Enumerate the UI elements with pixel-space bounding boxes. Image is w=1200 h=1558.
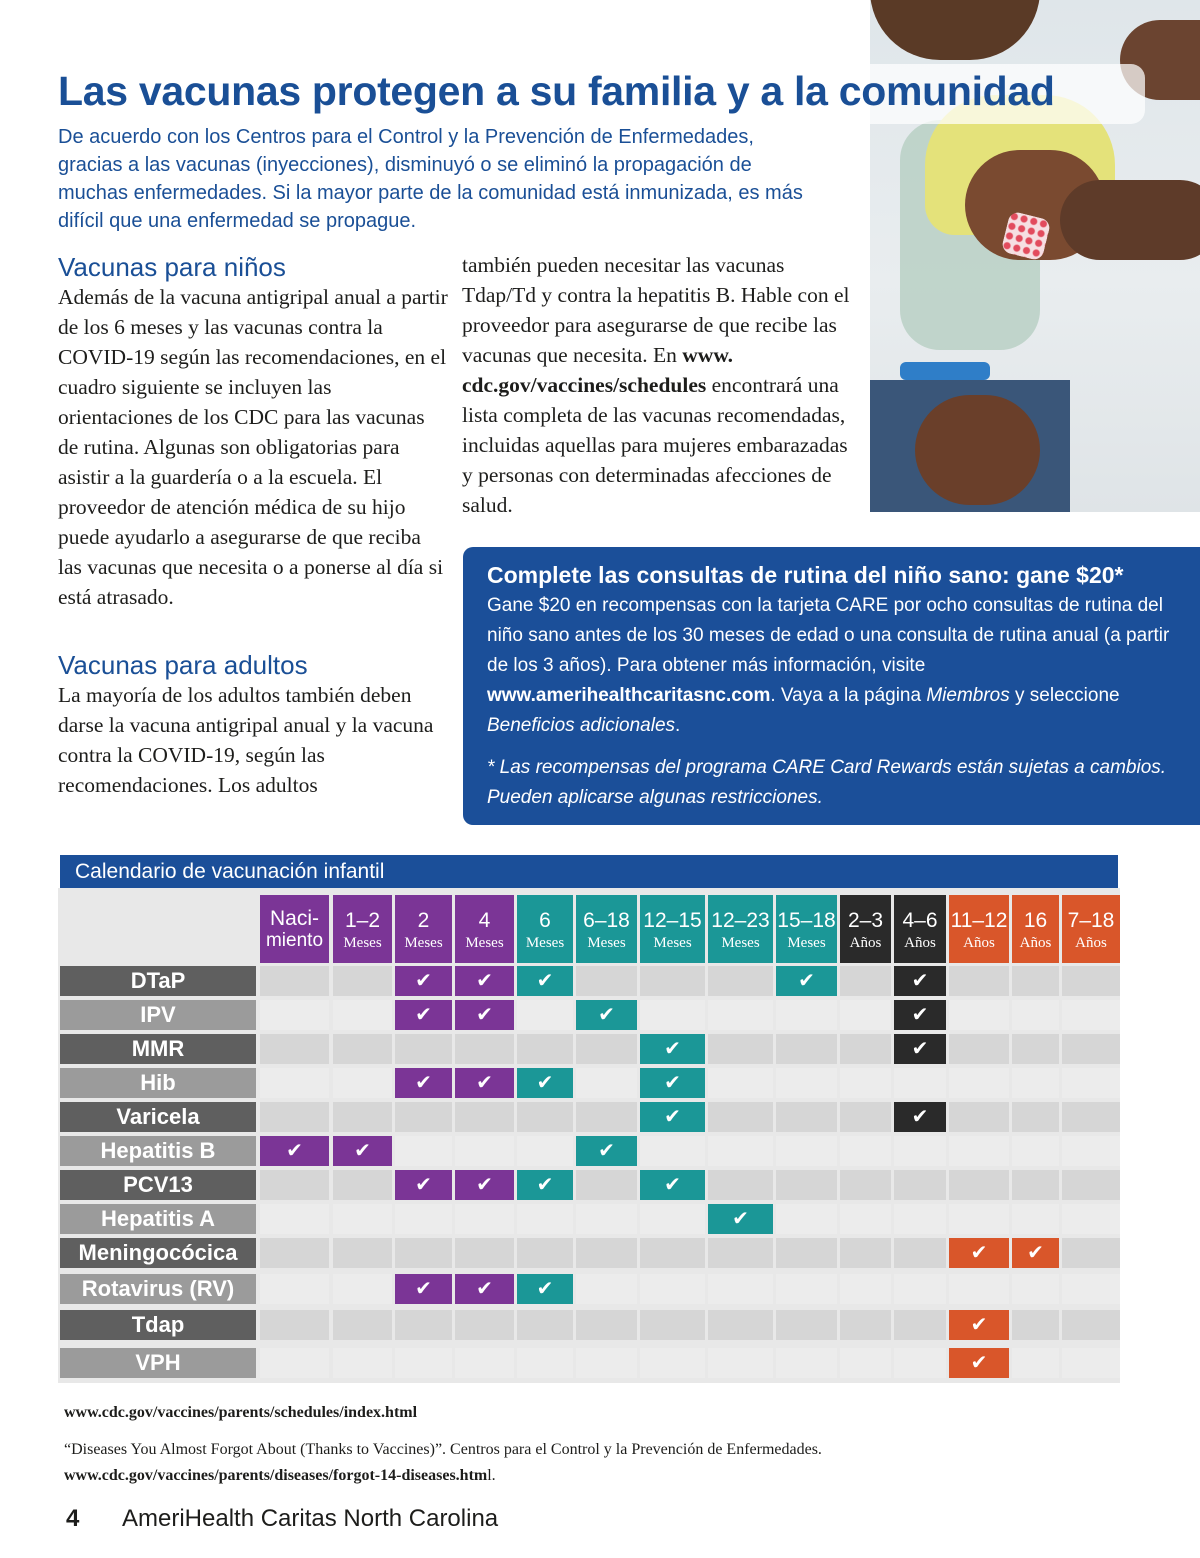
checkmark-icon: ✔ xyxy=(476,1278,493,1300)
schedule-empty-cell xyxy=(517,1034,573,1064)
schedule-check-cell xyxy=(949,1238,1009,1268)
column-header-unit: Años xyxy=(849,935,882,951)
schedule-empty-cell xyxy=(894,1310,946,1340)
schedule-empty-cell xyxy=(840,1034,891,1064)
vaccine-row-label: Tdap xyxy=(60,1310,256,1340)
schedule-empty-cell xyxy=(708,1238,773,1268)
checkmark-icon: ✔ xyxy=(664,1072,681,1094)
schedule-empty-cell xyxy=(1062,1170,1120,1200)
schedule-empty-cell xyxy=(576,1068,637,1098)
column-header-unit: Meses xyxy=(787,935,826,951)
schedule-empty-cell xyxy=(708,1000,773,1030)
schedule-empty-cell xyxy=(1012,1204,1059,1234)
column-header-label: 4 xyxy=(478,909,491,932)
checkmark-icon: ✔ xyxy=(911,1004,929,1026)
checkmark-icon: ✔ xyxy=(286,1140,303,1162)
intro-paragraph: De acuerdo con los Centros para el Control y la Prevención de Enfermedades, gracias a las vacunas (inyecciones), disminuyó o se eliminó la propagación de muchas enfermedades. Si la mayor parte de la comunidad está inmunizada, es más difícil que una enfermedad se propague. xyxy=(58,126,803,232)
schedule-empty-cell xyxy=(333,1102,392,1132)
schedule-check-cell xyxy=(260,1136,329,1166)
schedule-empty-cell xyxy=(333,1068,392,1098)
children-heading: Vacunas para niños xyxy=(58,252,286,282)
cdc-schedules-link[interactable]: www. cdc.gov/vaccines/schedules xyxy=(462,343,734,397)
column-header-label: 4–6 xyxy=(902,909,938,932)
schedule-empty-cell xyxy=(840,1102,891,1132)
schedule-empty-cell xyxy=(894,1274,946,1304)
schedule-empty-cell xyxy=(455,1310,514,1340)
schedule-empty-cell xyxy=(395,1102,452,1132)
schedule-empty-cell xyxy=(894,1136,946,1166)
page-number: 4 xyxy=(66,1505,80,1532)
schedule-column-header xyxy=(1062,895,1120,963)
schedule-empty-cell xyxy=(640,1238,705,1268)
vaccine-row-label: Hepatitis A xyxy=(60,1204,256,1234)
checkmark-icon: ✔ xyxy=(664,1106,681,1128)
checkmark-icon: ✔ xyxy=(911,1106,929,1128)
schedule-empty-cell xyxy=(1012,1136,1059,1166)
schedule-empty-cell xyxy=(1012,1348,1059,1378)
schedule-empty-cell xyxy=(260,1274,329,1304)
checkmark-icon: ✔ xyxy=(598,1004,615,1026)
column-header-unit: Meses xyxy=(721,935,760,951)
schedule-check-cell xyxy=(640,1068,705,1098)
schedule-check-cell xyxy=(395,1274,452,1304)
schedule-empty-cell xyxy=(840,1170,891,1200)
schedule-empty-cell xyxy=(708,1170,773,1200)
checkmark-icon: ✔ xyxy=(798,970,815,992)
column-header-label: 12–15 xyxy=(643,909,702,932)
schedule-empty-cell xyxy=(455,1102,514,1132)
vaccine-row-label: DTaP xyxy=(60,966,256,996)
schedule-check-cell xyxy=(455,1068,514,1098)
column-header-label: 2–3 xyxy=(847,909,884,932)
left-column xyxy=(58,250,448,800)
checkmark-icon: ✔ xyxy=(536,1278,554,1300)
schedule-empty-cell xyxy=(517,1136,573,1166)
schedule-empty-cell xyxy=(455,1034,514,1064)
schedule-empty-cell xyxy=(576,1102,637,1132)
schedule-check-cell xyxy=(640,1034,705,1064)
schedule-empty-cell xyxy=(1062,1068,1120,1098)
schedule-empty-cell xyxy=(949,1102,1009,1132)
checkmark-icon: ✔ xyxy=(598,1140,615,1162)
checkmark-icon: ✔ xyxy=(664,1038,681,1060)
benefits-name: Beneficios adicionales xyxy=(487,715,676,736)
schedule-empty-cell xyxy=(576,1238,637,1268)
schedule-empty-cell xyxy=(395,1034,452,1064)
schedule-check-cell xyxy=(949,1310,1009,1340)
schedule-empty-cell xyxy=(640,1000,705,1030)
vaccine-row-label: Hepatitis B xyxy=(60,1136,256,1166)
schedule-column-header xyxy=(576,895,637,963)
schedule-empty-cell xyxy=(395,1136,452,1166)
column-header-unit: Años xyxy=(904,935,936,951)
schedule-empty-cell xyxy=(395,1310,452,1340)
checkmark-icon: ✔ xyxy=(1027,1242,1044,1264)
schedule-title: Calendario de vacunación infantil xyxy=(60,855,1118,888)
schedule-empty-cell xyxy=(333,1034,392,1064)
schedule-empty-cell xyxy=(949,1136,1009,1166)
column-header-unit: Meses xyxy=(343,935,382,951)
schedule-check-cell xyxy=(395,1068,452,1098)
schedule-check-cell xyxy=(517,1274,573,1304)
schedule-check-cell xyxy=(395,1000,452,1030)
schedule-check-cell xyxy=(949,1348,1009,1378)
checkmark-icon: ✔ xyxy=(476,970,493,992)
schedule-check-cell xyxy=(894,966,946,996)
schedule-empty-cell xyxy=(776,1068,837,1098)
amerihealth-link[interactable]: www.amerihealthcaritasnc.com xyxy=(487,685,771,706)
schedule-empty-cell xyxy=(260,966,329,996)
schedule-empty-cell xyxy=(395,1348,452,1378)
schedule-empty-cell xyxy=(1012,1274,1059,1304)
schedule-empty-cell xyxy=(333,1238,392,1268)
schedule-check-cell xyxy=(1012,1238,1059,1268)
column-header-label: 6–18 xyxy=(583,909,630,932)
schedule-empty-cell xyxy=(894,1238,946,1268)
checkmark-icon: ✔ xyxy=(970,1352,988,1374)
schedule-check-cell xyxy=(640,1102,705,1132)
callout-title: Complete las consultas de rutina del niño sano: gane $20* xyxy=(487,562,1124,588)
schedule-check-cell xyxy=(455,966,514,996)
schedule-empty-cell xyxy=(333,1204,392,1234)
schedule-empty-cell xyxy=(949,966,1009,996)
schedule-empty-cell xyxy=(260,1348,329,1378)
schedule-empty-cell xyxy=(1012,1102,1059,1132)
checkmark-icon: ✔ xyxy=(536,970,554,992)
schedule-empty-cell xyxy=(776,1000,837,1030)
schedule-empty-cell xyxy=(640,1204,705,1234)
schedule-check-cell xyxy=(455,1000,514,1030)
adults-heading: Vacunas para adultos xyxy=(58,650,308,680)
vaccine-row-label: Varicela xyxy=(60,1102,256,1132)
schedule-empty-cell xyxy=(949,1000,1009,1030)
schedule-check-cell xyxy=(455,1274,514,1304)
schedule-empty-cell xyxy=(776,1274,837,1304)
schedule-empty-cell xyxy=(333,1170,392,1200)
column-header-unit: Meses xyxy=(525,935,565,951)
schedule-empty-cell xyxy=(260,1000,329,1030)
schedule-check-cell xyxy=(576,1000,637,1030)
checkmark-icon: ✔ xyxy=(732,1208,749,1230)
page-title: Las vacunas protegen a su familia y a la comunidad xyxy=(58,68,1055,114)
schedule-empty-cell xyxy=(949,1034,1009,1064)
schedule-check-cell xyxy=(455,1170,514,1200)
right-column xyxy=(462,250,862,520)
reference-diseases-end: l. xyxy=(487,1467,496,1484)
schedule-empty-cell xyxy=(260,1238,329,1268)
schedule-empty-cell xyxy=(260,1034,329,1064)
schedule-column-header xyxy=(894,895,946,963)
vaccine-row-label: Rotavirus (RV) xyxy=(60,1274,256,1304)
checkmark-icon: ✔ xyxy=(415,970,432,992)
schedule-column-header xyxy=(333,895,392,963)
schedule-empty-cell xyxy=(455,1348,514,1378)
schedule-empty-cell xyxy=(776,1102,837,1132)
footer-organization: AmeriHealth Caritas North Carolina xyxy=(122,1505,499,1532)
schedule-empty-cell xyxy=(260,1170,329,1200)
schedule-empty-cell xyxy=(517,1204,573,1234)
schedule-column-header xyxy=(517,895,573,963)
schedule-empty-cell xyxy=(894,1068,946,1098)
checkmark-icon: ✔ xyxy=(415,1174,432,1196)
schedule-empty-cell xyxy=(517,1000,573,1030)
schedule-empty-cell xyxy=(640,1136,705,1166)
schedule-empty-cell xyxy=(840,1238,891,1268)
schedule-check-cell xyxy=(576,1136,637,1166)
schedule-empty-cell xyxy=(840,1204,891,1234)
vaccine-row-label: PCV13 xyxy=(60,1170,256,1200)
schedule-empty-cell xyxy=(776,1310,837,1340)
vaccine-row-label: MMR xyxy=(60,1034,256,1064)
column-header-unit: Meses xyxy=(404,935,443,951)
column-header-unit: miento xyxy=(265,930,324,951)
members-page-name: Miembros xyxy=(926,685,1010,706)
schedule-check-cell xyxy=(333,1136,392,1166)
vaccine-row-label: Meningocócica xyxy=(60,1238,256,1268)
schedule-empty-cell xyxy=(1062,1204,1120,1234)
adults-body-start: La mayoría de los adultos también deben darse la vacuna antigripal anual y la vacuna contra la COVID-19, según las recomendaciones. Los adultos xyxy=(58,683,434,797)
schedule-empty-cell xyxy=(776,1034,837,1064)
schedule-empty-cell xyxy=(640,1310,705,1340)
callout-body-start: Gane $20 en recompensas con la tarjeta CARE por ocho consultas de rutina del niño sano antes de los 30 meses de edad o una consulta de rutina anual (a partir de los 3 años). Para obtener más información, visite xyxy=(487,595,1170,676)
schedule-empty-cell xyxy=(708,966,773,996)
column-header-label: 6 xyxy=(539,909,551,932)
checkmark-icon: ✔ xyxy=(476,1004,493,1026)
schedule-empty-cell xyxy=(517,1238,573,1268)
schedule-empty-cell xyxy=(1012,1310,1059,1340)
schedule-empty-cell xyxy=(949,1068,1009,1098)
schedule-empty-cell xyxy=(1062,1102,1120,1132)
checkmark-icon: ✔ xyxy=(911,1038,929,1060)
reference-diseases-text: “Diseases You Almost Forgot About (Thanks to Vaccines)”. Centros para el Control y la Prevención de Enfermedades. xyxy=(64,1441,822,1458)
checkmark-icon: ✔ xyxy=(536,1174,554,1196)
schedule-empty-cell xyxy=(708,1102,773,1132)
schedule-empty-cell xyxy=(708,1348,773,1378)
column-header-unit: Meses xyxy=(587,935,626,951)
vaccine-row-label: Hib xyxy=(60,1068,256,1098)
schedule-empty-cell xyxy=(517,1310,573,1340)
adults-body-end: encontrará una lista completa de las vacunas recomendadas, incluidas aquellas para mujeres embarazadas y personas con determinadas afecciones de salud. xyxy=(462,373,848,517)
column-header-label: 15–18 xyxy=(777,909,836,932)
schedule-empty-cell xyxy=(949,1274,1009,1304)
schedule-empty-cell xyxy=(576,1274,637,1304)
schedule-empty-cell xyxy=(640,1348,705,1378)
checkmark-icon: ✔ xyxy=(476,1174,493,1196)
schedule-empty-cell xyxy=(708,1136,773,1166)
schedule-empty-cell xyxy=(840,1000,891,1030)
checkmark-icon: ✔ xyxy=(415,1278,432,1300)
checkmark-icon: ✔ xyxy=(476,1072,493,1094)
column-header-label: Naci- xyxy=(269,907,319,930)
schedule-empty-cell xyxy=(1012,1034,1059,1064)
reference-diseases xyxy=(64,1437,824,1489)
column-header-label: 16 xyxy=(1023,909,1048,932)
schedule-empty-cell xyxy=(949,1204,1009,1234)
schedule-check-cell xyxy=(517,1170,573,1200)
schedule-empty-cell xyxy=(395,1204,452,1234)
schedule-column-header xyxy=(949,895,1009,963)
schedule-check-cell xyxy=(776,966,837,996)
schedule-empty-cell xyxy=(840,1068,891,1098)
checkmark-icon: ✔ xyxy=(415,1004,432,1026)
schedule-column-header xyxy=(395,895,452,963)
schedule-empty-cell xyxy=(517,1102,573,1132)
checkmark-icon: ✔ xyxy=(415,1072,432,1094)
checkmark-icon: ✔ xyxy=(970,1314,988,1336)
schedule-empty-cell xyxy=(840,1348,891,1378)
schedule-empty-cell xyxy=(455,1136,514,1166)
callout-body xyxy=(487,591,1180,741)
vaccine-row-label: VPH xyxy=(60,1348,256,1378)
schedule-empty-cell xyxy=(840,966,891,996)
schedule-empty-cell xyxy=(776,1204,837,1234)
schedule-empty-cell xyxy=(776,1348,837,1378)
schedule-empty-cell xyxy=(949,1170,1009,1200)
schedule-empty-cell xyxy=(395,1238,452,1268)
schedule-empty-cell xyxy=(333,966,392,996)
schedule-empty-cell xyxy=(840,1310,891,1340)
column-header-unit: Años xyxy=(963,935,995,951)
reference-diseases-link[interactable]: www.cdc.gov/vaccines/parents/diseases/forgot-14-diseases.htm xyxy=(64,1467,488,1484)
vaccine-row-label: IPV xyxy=(60,1000,256,1030)
schedule-empty-cell xyxy=(576,1348,637,1378)
schedule-empty-cell xyxy=(840,1136,891,1166)
schedule-column-header xyxy=(708,895,773,963)
schedule-empty-cell xyxy=(260,1310,329,1340)
column-header-label: 11–12 xyxy=(950,909,1008,932)
column-header-label: 7–18 xyxy=(1067,909,1115,932)
reference-schedules[interactable]: www.cdc.gov/vaccines/parents/schedules/index.html xyxy=(64,1404,418,1421)
schedule-empty-cell xyxy=(894,1170,946,1200)
checkmark-icon: ✔ xyxy=(664,1174,681,1196)
schedule-empty-cell xyxy=(455,1204,514,1234)
checkmark-icon: ✔ xyxy=(970,1242,988,1264)
schedule-column-header xyxy=(776,895,837,963)
schedule-empty-cell xyxy=(840,1274,891,1304)
rewards-callout xyxy=(463,547,1200,825)
schedule-empty-cell xyxy=(576,1204,637,1234)
schedule-empty-cell xyxy=(1012,1170,1059,1200)
checkmark-icon: ✔ xyxy=(354,1140,371,1162)
column-header-label: 2 xyxy=(417,909,430,932)
schedule-empty-cell xyxy=(1062,1310,1120,1340)
schedule-empty-cell xyxy=(708,1034,773,1064)
callout-body-mid: . Vaya a la página xyxy=(770,685,922,706)
schedule-empty-cell xyxy=(776,1136,837,1166)
schedule-empty-cell xyxy=(1062,1238,1120,1268)
schedule-check-cell xyxy=(517,966,573,996)
schedule-empty-cell xyxy=(894,1204,946,1234)
callout-body-end: . xyxy=(675,715,681,736)
schedule-empty-cell xyxy=(1012,1000,1059,1030)
schedule-check-cell xyxy=(708,1204,773,1234)
schedule-empty-cell xyxy=(333,1310,392,1340)
column-header-unit: Años xyxy=(1019,935,1052,951)
schedule-check-cell xyxy=(894,1000,946,1030)
schedule-empty-cell xyxy=(576,1034,637,1064)
schedule-column-header xyxy=(455,895,514,963)
children-body: Además de la vacuna antigripal anual a partir de los 6 meses y las vacunas contra la COVID-19 según las recomendaciones, en el cuadro siguiente se incluyen las orientaciones de los CDC para las vacunas de rutina. Algunas son obligatorias para asistir a la guardería o a la escuela. El proveedor de atención médica de su hijo puede ayudarlo a asegurarse de que reciba las vacunas que necesita o a ponerse al día si está atrasado. xyxy=(58,285,448,609)
schedule-empty-cell xyxy=(640,1274,705,1304)
schedule-empty-cell xyxy=(333,1348,392,1378)
schedule-check-cell xyxy=(894,1034,946,1064)
column-header-unit: Años xyxy=(1075,935,1107,951)
schedule-empty-cell xyxy=(1062,1348,1120,1378)
column-header-label: 12–23 xyxy=(711,909,770,932)
schedule-empty-cell xyxy=(708,1068,773,1098)
schedule-empty-cell xyxy=(1062,966,1120,996)
checkmark-icon: ✔ xyxy=(911,970,929,992)
schedule-empty-cell xyxy=(894,1348,946,1378)
schedule-check-cell xyxy=(395,966,452,996)
schedule-check-cell xyxy=(395,1170,452,1200)
callout-note: * Las recompensas del programa CARE Card Rewards están sujetas a cambios. Pueden aplicarse algunas restricciones. xyxy=(487,757,1167,808)
schedule-empty-cell xyxy=(1012,966,1059,996)
schedule-empty-cell xyxy=(576,1170,637,1200)
schedule-empty-cell xyxy=(1062,1136,1120,1166)
schedule-column-header xyxy=(840,895,891,963)
schedule-empty-cell xyxy=(1062,1034,1120,1064)
schedule-empty-cell xyxy=(640,966,705,996)
schedule-check-cell xyxy=(640,1170,705,1200)
schedule-empty-cell xyxy=(776,1170,837,1200)
schedule-empty-cell xyxy=(260,1102,329,1132)
callout-body-mid2: y seleccione xyxy=(1015,685,1120,706)
schedule-empty-cell xyxy=(260,1068,329,1098)
checkmark-icon: ✔ xyxy=(536,1072,554,1094)
column-header-unit: Meses xyxy=(465,935,504,951)
schedule-empty-cell xyxy=(333,1000,392,1030)
column-header-unit: Meses xyxy=(653,935,692,951)
schedule-empty-cell xyxy=(776,1238,837,1268)
adults-body-continue: también pueden necesitar las vacunas Tdap/Td y contra la hepatitis B. Hable con el proveedor para asegurarse de que recibe las vacunas que necesita. En xyxy=(462,253,850,367)
schedule-column-header xyxy=(1012,895,1059,963)
schedule-column-header xyxy=(260,895,329,963)
schedule-empty-cell xyxy=(708,1274,773,1304)
schedule-empty-cell xyxy=(455,1238,514,1268)
schedule-empty-cell xyxy=(708,1310,773,1340)
schedule-column-header xyxy=(640,895,705,963)
column-header-label: 1–2 xyxy=(344,909,381,932)
schedule-check-cell xyxy=(894,1102,946,1132)
schedule-empty-cell xyxy=(1062,1000,1120,1030)
schedule-empty-cell xyxy=(517,1348,573,1378)
schedule-empty-cell xyxy=(333,1274,392,1304)
schedule-check-cell xyxy=(517,1068,573,1098)
schedule-empty-cell xyxy=(576,1310,637,1340)
schedule-empty-cell xyxy=(1062,1274,1120,1304)
schedule-empty-cell xyxy=(1012,1068,1059,1098)
schedule-empty-cell xyxy=(260,1204,329,1234)
schedule-empty-cell xyxy=(576,966,637,996)
